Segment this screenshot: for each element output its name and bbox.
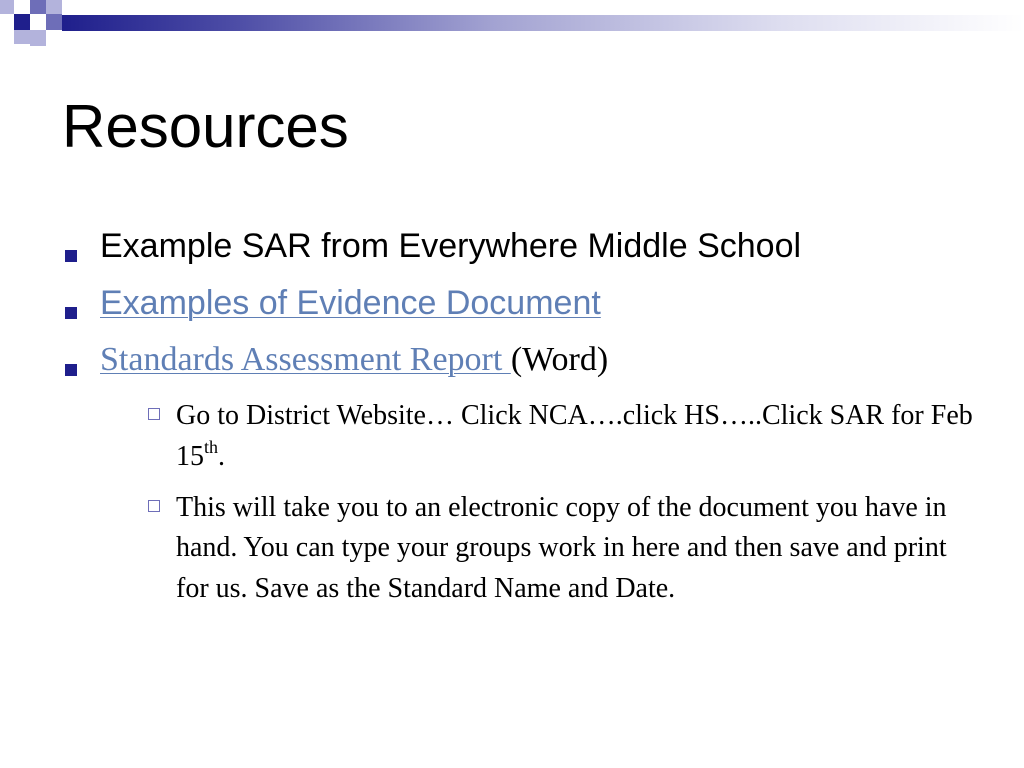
sub-bullet-text: Go to District Website… Click NCA….click HS…..Click SAR for Feb 15 — [176, 400, 973, 472]
standards-assessment-report-link[interactable]: Standards Assessment Report — [100, 340, 511, 378]
header-gradient-bar — [62, 15, 1024, 31]
bullet-suffix: (Word) — [510, 340, 609, 378]
decor-square — [30, 0, 46, 14]
examples-of-evidence-link[interactable]: Examples of Evidence Document — [100, 283, 601, 322]
decor-square — [0, 0, 14, 14]
decor-square — [14, 30, 30, 44]
list-item — [62, 226, 962, 267]
page-title: Resources — [62, 93, 349, 160]
bullet-list — [62, 226, 973, 619]
sub-list-item — [146, 396, 986, 477]
bullet-text: Example SAR from Everywhere Middle School — [100, 227, 802, 265]
hollow-square-bullet-icon — [148, 500, 160, 512]
sub-bullet-end: . — [218, 440, 226, 472]
decor-square — [46, 14, 62, 30]
square-bullet-icon — [65, 364, 77, 376]
decor-square — [46, 0, 62, 14]
square-bullet-icon — [65, 307, 77, 319]
superscript: th — [204, 436, 219, 457]
list-item — [62, 340, 962, 381]
sub-bullet-text: This will take you to an electronic copy of the document you have in hand. You can type your groups work in here and then save and print for us. Save as the Standard Name and Date. — [176, 491, 947, 604]
list-item — [62, 283, 962, 324]
square-bullet-icon — [65, 250, 77, 262]
decor-square — [30, 30, 46, 46]
decor-square — [14, 14, 30, 30]
sub-list-item — [146, 488, 986, 610]
hollow-square-bullet-icon — [148, 408, 160, 420]
